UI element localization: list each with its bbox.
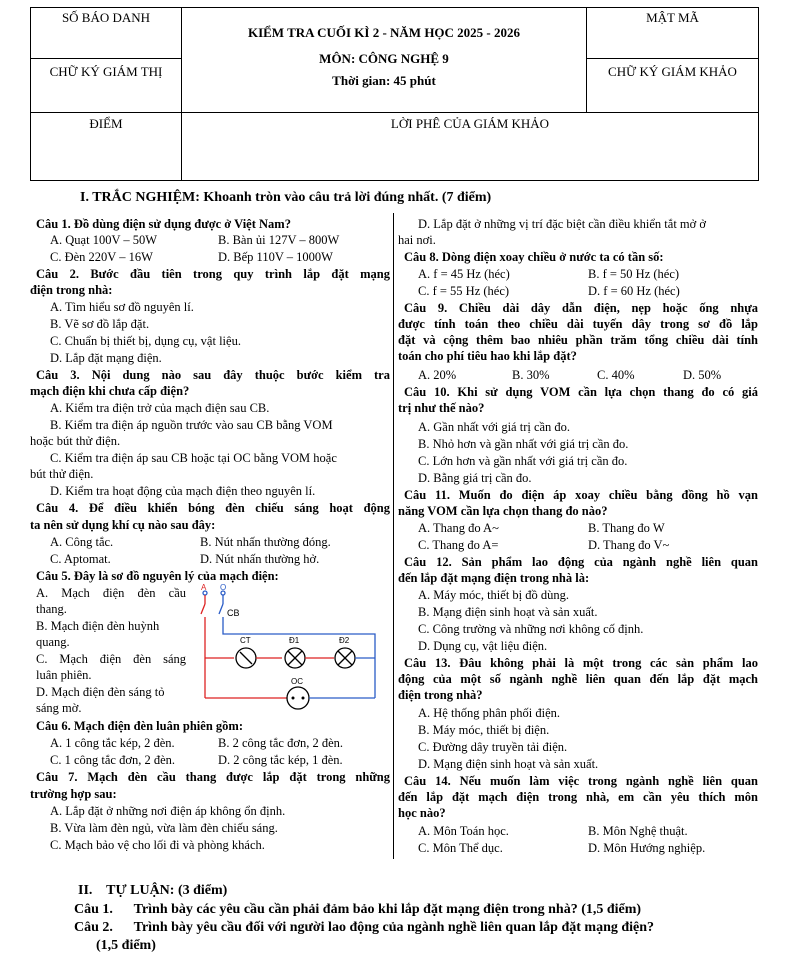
q3-stem-line2: mạch điện khi chưa cấp điện? [30,384,190,398]
essay-question-2-points: (1,5 điểm) [96,938,156,953]
label-cb: CB [227,608,240,618]
q11-stem-line1: Câu 11. Muốn đo điện áp xoay chiều bằng đồng hồ vạn [404,488,758,502]
q9-option-d[interactable]: D. 50% [683,368,722,382]
q9-option-c[interactable]: C. 40% [597,368,635,382]
outlet-oc-icon [287,687,309,709]
q9-option-b[interactable]: B. 30% [512,368,550,382]
q14-option-c[interactable]: C. Môn Thể dục. [418,841,503,855]
q3-option-c-line1[interactable]: C. Kiểm tra điện áp sau CB hoặc tại OC bằng VOM hoặc [50,451,337,465]
q7-option-b[interactable]: B. Vừa làm đèn ngủ, vừa làm đèn chiếu sáng. [50,821,278,835]
q5-option-b-line2[interactable]: quang. [36,635,70,649]
q14-option-d[interactable]: D. Môn Hướng nghiệp. [588,841,706,855]
label-o: O [220,584,227,592]
q10-option-b[interactable]: B. Nhỏ hơn và gần nhất với giá trị cần đo. [418,437,629,451]
chu-ky-giam-khao-cell [587,59,759,113]
chu-ky-giam-thi-cell [31,59,182,113]
q5-option-d-line2[interactable]: sáng mờ. [36,701,82,715]
q14-stem-line2: đến lắp đặt mạch điện trong nhà, em cần yêu thích môn [398,790,758,804]
label-a: A [201,584,207,592]
q4-stem-line1: Câu 4. Để điều khiển bóng đèn chiếu sáng hoạt động [36,501,390,515]
q2-option-d[interactable]: D. Lắp đặt mạng điện. [50,351,162,365]
q14-option-a[interactable]: A. Môn Toán học. [418,824,509,838]
q14-stem-line1: Câu 14. Nếu muốn làm việc trong ngành nghề liên quan [404,774,758,788]
q3-option-c-line2[interactable]: bút thử điện. [30,467,94,481]
q11-option-a[interactable]: A. Thang đo A~ [418,521,499,535]
q12-option-d[interactable]: D. Dụng cụ, vật liệu điện. [418,639,548,653]
q3-option-d[interactable]: D. Kiểm tra hoạt động của mạch điện theo nguyên lí. [50,484,316,498]
q9-option-a[interactable]: A. 20% [418,368,457,382]
diem-cell [31,113,182,181]
q4-option-a[interactable]: A. Công tắc. [50,535,114,549]
q14-stem-line3: học nào? [398,806,446,820]
mat-ma-label: MẬT MÃ [646,10,699,25]
q1-option-b[interactable]: B. Bàn ủi 127V – 800W [218,233,340,247]
q2-stem-line2: điện trong nhà: [30,283,113,297]
q4-option-d[interactable]: D. Nút nhấn thường hở. [200,552,320,566]
q8-option-b[interactable]: B. f = 50 Hz (héc) [588,267,680,281]
q9-stem-line2: được tính toán theo chiều dài tuyến dây trong sơ đồ lắp [398,317,758,331]
q4-stem-line2: ta nên sử dụng khí cụ nào sau đây: [30,518,216,532]
section1-heading: I. TRẮC NGHIỆM: Khoanh tròn vào câu trả lời đúng nhất. (7 điểm) [80,190,492,205]
loi-phe-cell [182,113,759,181]
circuit-diagram [190,584,390,716]
q4-option-b[interactable]: B. Nút nhấn thường đóng. [200,535,331,549]
loi-phe-label: LỜI PHÊ CỦA GIÁM KHẢO [390,116,550,131]
q6-option-b[interactable]: B. 2 công tắc đơn, 2 đèn. [218,736,343,750]
q7-option-c[interactable]: C. Mạch bảo vệ cho lối đi và phòng khách. [50,838,265,852]
q8-option-a[interactable]: A. f = 45 Hz (héc) [418,267,510,281]
q7-option-d-line2[interactable]: hai nơi. [398,233,436,247]
q1-option-d[interactable]: D. Bếp 110V – 1000W [218,250,333,264]
duration: Thời gian: 45 phút [332,73,436,88]
exam-title-cell [182,8,587,113]
q9-stem-line1: Câu 9. Chiều dài dây dẫn điện, nẹp hoặc ống nhựa [404,301,758,315]
q10-option-c[interactable]: C. Lớn hơn và gần nhất với giá trị cần đo. [418,454,628,468]
column-divider [393,213,394,859]
q5-option-a-line2[interactable]: thang. [36,602,67,616]
q5-option-c-line1[interactable]: C. Mạch điện đèn sáng [36,652,186,666]
diem-label: ĐIỂM [89,116,123,131]
q6-option-a[interactable]: A. 1 công tắc kép, 2 đèn. [50,736,175,750]
q11-option-b[interactable]: B. Thang đo W [588,521,665,535]
subject: MÔN: CÔNG NGHỆ 9 [319,51,449,66]
q7-stem-line1: Câu 7. Mạch đèn cầu thang được lắp đặt trong những [36,770,390,784]
q11-option-c[interactable]: C. Thang đo A= [418,538,499,552]
q10-stem-line2: trị như thế nào? [398,401,485,415]
q2-stem-line1: Câu 2. Bước đầu tiên trong quy trình lắp đặt mạng [36,267,390,281]
q14-option-b[interactable]: B. Môn Nghệ thuật. [588,824,688,838]
q2-option-a[interactable]: A. Tìm hiểu sơ đồ nguyên lí. [50,300,194,314]
so-bao-danh-cell [31,8,182,59]
q13-option-a[interactable]: A. Hệ thống phân phối điện. [418,706,560,720]
q8-stem: Câu 8. Dòng điện xoay chiều ở nước ta có tần số: [404,250,664,264]
q5-stem: Câu 5. Đây là sơ đồ nguyên lý của mạch điện: [36,569,279,583]
q7-option-a[interactable]: A. Lắp đặt ở những nơi điện áp không ổn định. [50,804,286,818]
chu-ky-giam-thi-label: CHỮ KÝ GIÁM THỊ [49,64,163,79]
q6-option-c[interactable]: C. 1 công tắc đơn, 2 đèn. [50,753,175,767]
label-d1: Đ1 [289,636,300,645]
q13-stem-line3: điện trong nhà? [398,688,483,702]
q12-option-a[interactable]: A. Máy móc, thiết bị đồ dùng. [418,588,570,602]
q3-option-b-line1[interactable]: B. Kiểm tra điện áp nguồn trước vào sau CB bằng VOM [50,418,333,432]
q8-option-c[interactable]: C. f = 55 Hz (héc) [418,284,510,298]
q5-option-d-line1[interactable]: D. Mạch điện đèn sáng tỏ [36,685,165,699]
q12-stem-line2: đến lắp đặt mạng điện trong nhà là: [398,571,590,585]
q5-option-a-line1[interactable]: A. Mạch điện đèn cầu [36,586,186,600]
q4-option-c[interactable]: C. Aptomat. [50,552,111,566]
header-table [30,7,759,181]
q13-option-b[interactable]: B. Máy móc, thiết bị điện. [418,723,550,737]
q6-stem: Câu 6. Mạch điện đèn luân phiên gồm: [36,719,243,733]
q10-stem-line1: Câu 10. Khi sử dụng VOM cần lựa chọn thang đo có giá [404,385,758,399]
q10-option-d[interactable]: D. Bằng giá trị cần đo. [418,471,532,485]
label-oc: OC [291,677,303,686]
q13-stem-line2: động của một số ngành nghề liên quan đến lắp đặt mạch [398,672,758,686]
section2-heading: II. TỰ LUẬN: (3 điểm) [78,883,228,898]
so-bao-danh-label: SỐ BÁO DANH [61,10,151,25]
q10-option-a[interactable]: A. Gần nhất với giá trị cần đo. [418,420,571,434]
q9-stem-line4: toán cho phí tiêu hao khi lắp đặt? [398,349,577,363]
q3-option-b-line2[interactable]: hoặc bút thử điện. [30,434,121,448]
chu-ky-giam-khao-label: CHỮ KÝ GIÁM KHẢO [608,64,737,79]
q9-stem-line3: đặt và cộng thêm bao nhiêu phần trăm tổng chiều dài tính [398,333,758,347]
q12-stem-line1: Câu 12. Sản phẩm lao động của ngành nghề liên quan [404,555,758,569]
q2-option-b[interactable]: B. Vẽ sơ đồ lắp đặt. [50,317,150,331]
q1-option-c[interactable]: C. Đèn 220V – 16W [50,250,153,264]
label-d2: Đ2 [339,636,350,645]
essay-question-1: Câu 1. Trình bày các yêu cầu cần phải đảm bảo khi lắp đặt mạng điện trong nhà? (1,5 điểm) [74,902,642,917]
q6-option-d[interactable]: D. 2 công tắc kép, 1 đèn. [218,753,343,767]
q3-option-a[interactable]: A. Kiểm tra điện trở của mạch điện sau CB. [50,401,270,415]
essay-question-2: Câu 2. Trình bày yêu cầu đối với người lao động của ngành nghề liên quan lắp đặt mạng điện? [74,920,655,935]
q8-option-d[interactable]: D. f = 60 Hz (héc) [588,284,680,298]
q5-option-b-line1[interactable]: B. Mạch điện đèn huỳnh [36,619,160,633]
q13-option-d[interactable]: D. Mạng điện sinh hoạt và sản xuất. [418,757,599,771]
q1-option-a[interactable]: A. Quạt 100V – 50W [50,233,158,247]
q1-stem: Câu 1. Đồ dùng điện sử dụng được ở Việt Nam? [36,217,291,231]
q7-stem-line2: trường hợp sau: [30,787,117,801]
q12-option-b[interactable]: B. Mạng điện sinh hoạt và sản xuất. [418,605,598,619]
exam-title: KIỂM TRA CUỐI KÌ 2 - NĂM HỌC 2025 - 2026 [247,25,521,40]
q3-stem-line1: Câu 3. Nội dung nào sau đây thuộc bước kiểm tra [36,368,390,382]
q13-stem-line1: Câu 13. Đâu không phải là một trong các sản phẩm lao [404,656,758,670]
q11-option-d[interactable]: D. Thang đo V~ [588,538,670,552]
mat-ma-cell [587,8,759,59]
q7-option-d-line1[interactable]: D. Lắp đặt ở những vị trí đặc biệt cần điều khiển tắt mở ở [418,217,706,231]
q12-option-c[interactable]: C. Công trường và những nơi không cố định. [418,622,644,636]
label-ct: CT [240,636,251,645]
q2-option-c[interactable]: C. Chuẩn bị thiết bị, dụng cụ, vật liệu. [50,334,241,348]
q11-stem-line2: năng VOM cần lựa chọn thang đo nào? [398,504,608,518]
q13-option-c[interactable]: C. Đường dây truyền tải điện. [418,740,568,754]
q5-option-c-line2[interactable]: luân phiên. [36,668,92,682]
